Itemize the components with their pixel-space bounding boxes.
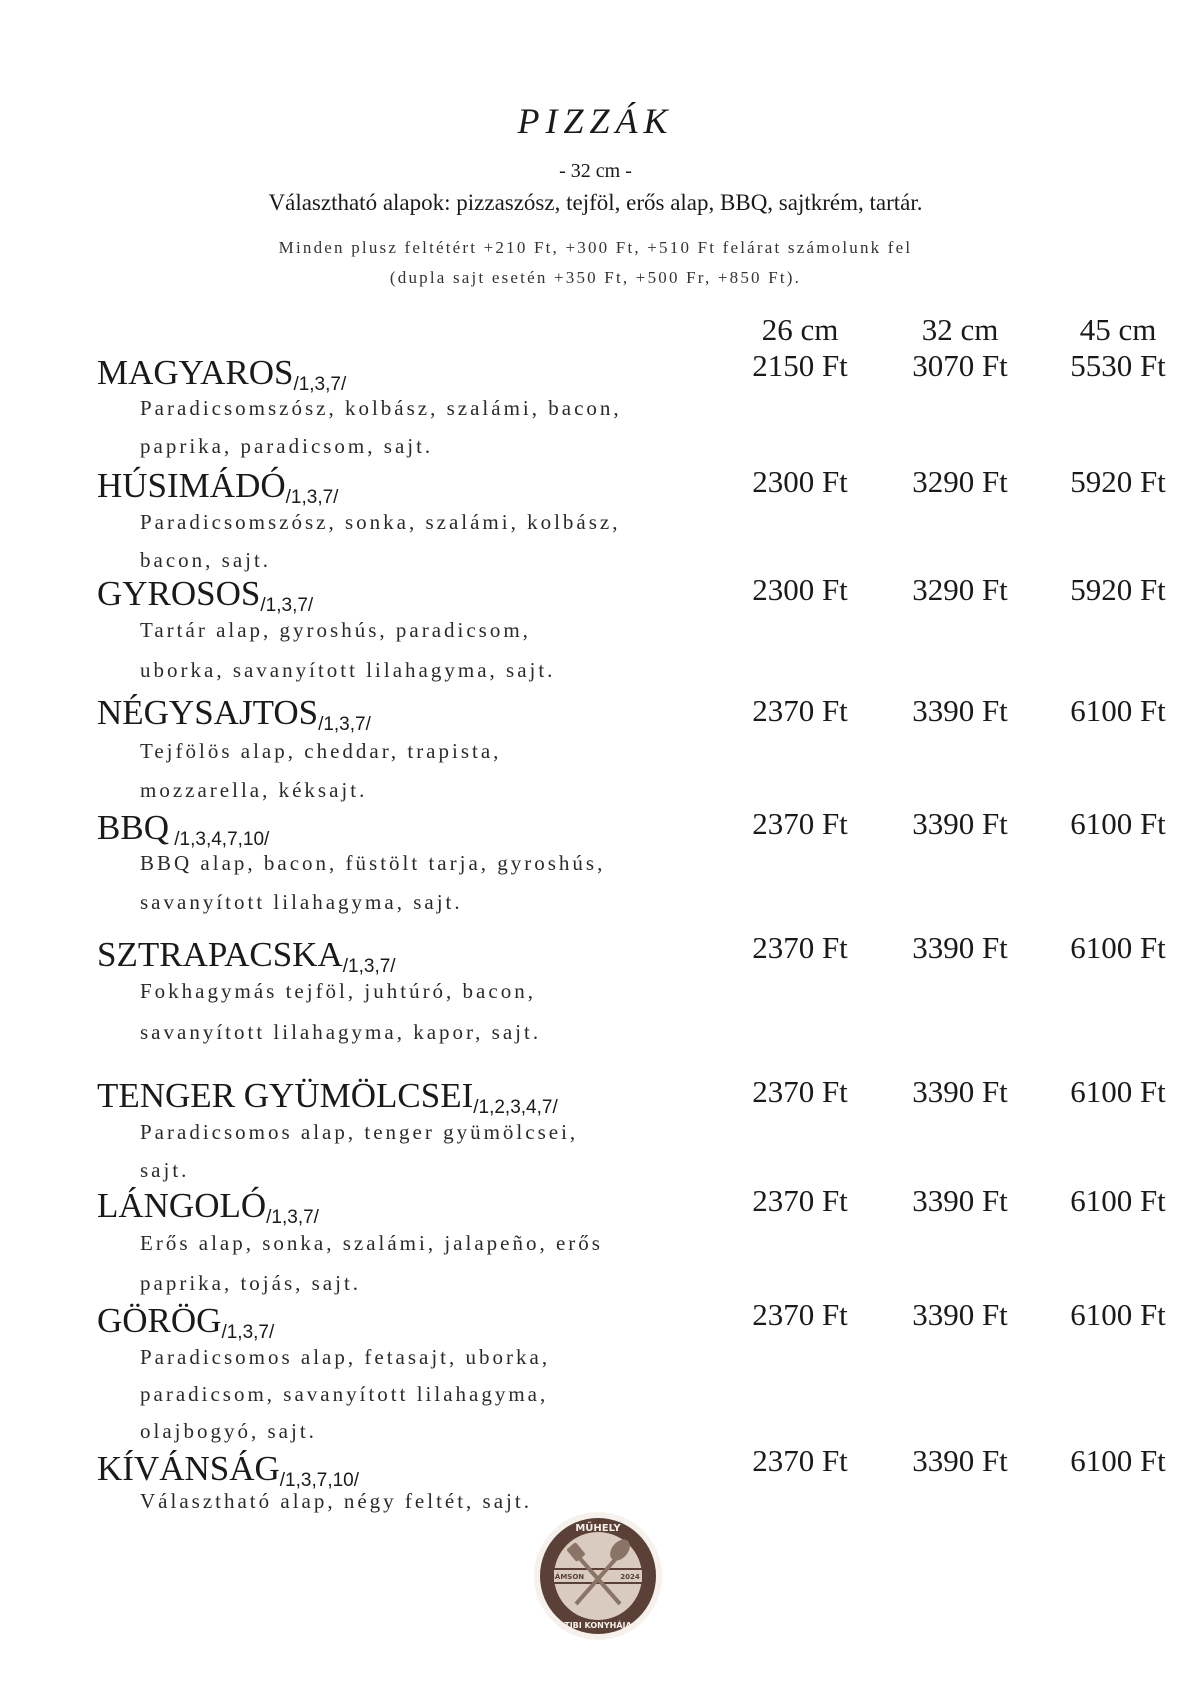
allergen-codes: /1,3,7/ (266, 1207, 319, 1228)
item-description: mozzarella, kéksajt. (140, 778, 368, 802)
svg-text:SÁMSON: SÁMSON (549, 1573, 585, 1581)
allergen-codes: /1,3,7/ (293, 374, 347, 395)
allergen-codes: /1,3,7/ (260, 595, 314, 616)
column-header-45cm: 45 cm (1079, 312, 1157, 347)
item-description: Paradicsomos alap, tenger gyümölcsei, (140, 1120, 579, 1144)
item-name (97, 355, 346, 394)
item-description: Paradicsomszósz, sonka, szalámi, kolbász, (140, 510, 621, 534)
price-45cm: 5920 Ft (1070, 572, 1166, 607)
price-32cm: 3390 Ft (912, 806, 1008, 841)
price-26cm: 2370 Ft (752, 1183, 848, 1218)
price-45cm: 6100 Ft (1070, 693, 1166, 728)
price-26cm: 2370 Ft (752, 1297, 848, 1332)
double-cheese-note: (dupla sajt esetén +350 Ft, +500 Fr, +850 Ft). (389, 268, 802, 287)
item-description: bacon, sajt. (140, 548, 272, 572)
column-header-26cm: 26 cm (761, 312, 839, 347)
column-header-32cm: 32 cm (921, 312, 999, 347)
price-32cm: 3390 Ft (912, 693, 1008, 728)
item-name-text: GYROSOS (97, 574, 261, 613)
item-description: paprika, tojás, sajt. (140, 1271, 362, 1295)
available-bases: Választható alapok: pizzaszósz, tejföl, erős alap, BBQ, sajtkrém, tartár. (268, 190, 923, 215)
item-name-text: BBQ (97, 808, 169, 847)
item-description: olajbogyó, sajt. (140, 1419, 317, 1443)
item-description: uborka, savanyított lilahagyma, sajt. (140, 658, 556, 682)
item-description: Tartár alap, gyroshús, paradicsom, (140, 618, 531, 642)
item-name (97, 1078, 558, 1117)
price-26cm: 2300 Ft (752, 572, 848, 607)
price-32cm: 3290 Ft (912, 464, 1008, 499)
item-name (97, 1303, 274, 1342)
price-45cm: 6100 Ft (1070, 1297, 1166, 1332)
allergen-codes: /1,3,4,7,10/ (168, 829, 270, 850)
price-45cm: 6100 Ft (1070, 806, 1166, 841)
price-45cm: 5920 Ft (1070, 464, 1166, 499)
item-name (97, 468, 338, 507)
item-description: sajt. (140, 1158, 190, 1182)
item-description: Választható alap, négy feltét, sajt. (140, 1489, 532, 1513)
item-name-text: KÍVÁNSÁG (97, 1449, 280, 1488)
price-32cm: 3390 Ft (912, 1074, 1008, 1109)
svg-text:TIBI KONYHÁJA: TIBI KONYHÁJA (564, 1621, 632, 1630)
svg-text:2024: 2024 (620, 1573, 640, 1581)
price-32cm: 3290 Ft (912, 572, 1008, 607)
price-45cm: 6100 Ft (1070, 1443, 1166, 1478)
item-description: paprika, paradicsom, sajt. (140, 434, 434, 458)
item-name (97, 576, 313, 615)
item-description: savanyított lilahagyma, sajt. (140, 890, 463, 914)
price-26cm: 2370 Ft (752, 930, 848, 965)
allergen-codes: /1,3,7/ (285, 487, 339, 508)
item-description: paradicsom, savanyított lilahagyma, (140, 1382, 549, 1406)
item-description: savanyított lilahagyma, kapor, sajt. (140, 1020, 542, 1044)
allergen-codes: /1,3,7/ (221, 1322, 275, 1343)
allergen-codes: /1,3,7/ (318, 714, 371, 735)
price-26cm: 2300 Ft (752, 464, 848, 499)
item-name (97, 937, 396, 976)
price-32cm: 3390 Ft (912, 1297, 1008, 1332)
price-26cm: 2370 Ft (752, 1443, 848, 1478)
price-32cm: 3390 Ft (912, 1443, 1008, 1478)
extra-topping-note: Minden plusz feltétért +210 Ft, +300 Ft, +510 Ft felárat számolunk fel (278, 238, 913, 257)
price-45cm: 5530 Ft (1070, 348, 1166, 383)
allergen-codes: /1,2,3,4,7/ (473, 1097, 558, 1118)
price-32cm: 3070 Ft (912, 348, 1008, 383)
item-description: Fokhagymás tejföl, juhtúró, bacon, (140, 979, 536, 1003)
item-name (97, 1188, 319, 1227)
item-name-text: SZTRAPACSKA (97, 935, 343, 974)
price-45cm: 6100 Ft (1070, 1074, 1166, 1109)
svg-text:MŰHELY: MŰHELY (575, 1523, 621, 1534)
price-32cm: 3390 Ft (912, 1183, 1008, 1218)
muhely-logo (532, 1510, 664, 1642)
price-32cm: 3390 Ft (912, 930, 1008, 965)
price-45cm: 6100 Ft (1070, 930, 1166, 965)
price-45cm: 6100 Ft (1070, 1183, 1166, 1218)
item-description: Erős alap, sonka, szalámi, jalapeño, erős (140, 1231, 603, 1255)
allergen-codes: /1,3,7,10/ (279, 1470, 360, 1491)
page-title: PIZZÁK (517, 101, 674, 141)
item-description: Paradicsomos alap, fetasajt, uborka, (140, 1345, 551, 1369)
item-name (97, 695, 371, 734)
item-description: Paradicsomszósz, kolbász, szalámi, bacon, (140, 396, 622, 420)
size-note: - 32 cm - (559, 160, 632, 182)
item-name-text: LÁNGOLÓ (97, 1186, 267, 1225)
item-name-text: HÚSIMÁDÓ (97, 466, 286, 505)
item-description: BBQ alap, bacon, füstölt tarja, gyroshús, (140, 851, 606, 875)
price-26cm: 2370 Ft (752, 1074, 848, 1109)
item-name (97, 810, 269, 849)
price-26cm: 2150 Ft (752, 348, 848, 383)
item-description: Tejfölös alap, cheddar, trapista, (140, 739, 502, 763)
price-26cm: 2370 Ft (752, 693, 848, 728)
item-name-text: TENGER GYÜMÖLCSEI (97, 1076, 474, 1115)
item-name (97, 1451, 359, 1490)
price-26cm: 2370 Ft (752, 806, 848, 841)
item-name-text: MAGYAROS (97, 353, 294, 392)
item-name-text: GÖRÖG (97, 1301, 222, 1340)
allergen-codes: /1,3,7/ (342, 956, 396, 977)
item-name-text: NÉGYSAJTOS (97, 693, 319, 732)
